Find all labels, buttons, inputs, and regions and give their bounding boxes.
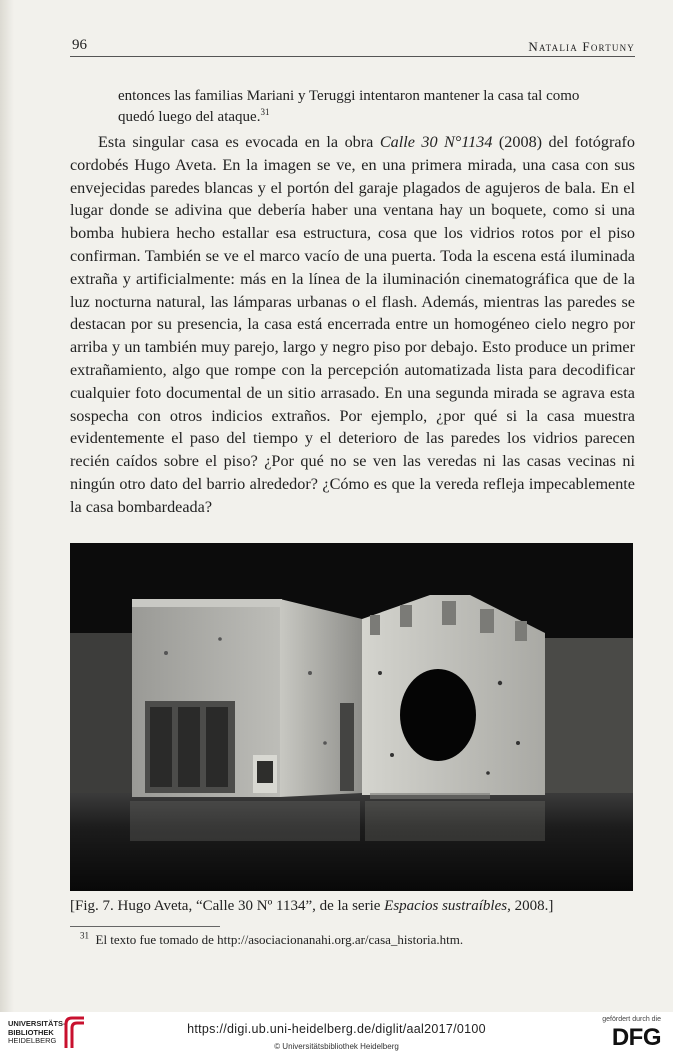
figure-caption [70,898,553,915]
page-url-link[interactable]: https://digi.ub.uni-heidelberg.de/diglit/aal2017/0100 [187,1022,486,1036]
library-line-2: BIBLIOTHEK [8,1027,54,1037]
footnote-ref[interactable]: 31 [260,107,270,117]
footnote [80,932,463,948]
body-text [70,131,635,519]
paragraph [70,131,635,519]
funded-by-label: gefördert durch die [602,1016,661,1023]
dfg-logo: DFG [611,1024,661,1051]
running-head: Natalia Fortuny [528,39,635,54]
caption-series: Espacios sustraíbles [384,898,508,914]
block-quote [118,86,613,128]
quote-text: entonces las familias Mariani y Teruggi intentaron mantener la casa tal como quedó luego del ataque. [118,88,580,125]
caption-start: [Fig. 7. Hugo Aveta, “Calle 30 Nº 1134”, de la serie [70,898,385,914]
work-title: Calle 30 N°1134 [379,133,493,151]
library-line-1: UNIVERSITÄTS- [8,1019,66,1028]
paragraph-start: Esta singular casa es evocada en la obra [98,133,380,151]
library-line-3: HEIDELBERG [8,1036,57,1045]
house-photograph [70,543,633,891]
caption-end: , 2008.] [507,898,554,914]
figure-photo [70,543,633,891]
footnote-rule [70,926,220,927]
paragraph-rest: (2008) del fotógrafo cordobés Hugo Aveta. En la imagen se ve, en una primera mirada, una casa con sus envejecidas paredes blancas y el portón del garaje plagados de agujeros de bala. En el lugar donde se adivina que debería haber una ventana hay un boquete, como si una bomba hubiera hecho estallar esa estructura, cosa que los vidrios rotos por el piso confirman. También se ve el marco vacío de una puerta. Toda la escena está iluminada extraña y artificialmente: más en la línea de la iluminación cinematográfica que de la luz nocturna natural, las lámparas urbanas o el flash. Además, mientras las paredes se destacan por su presencia, la casa está encerrada entre un homogéneo cielo negro por arriba y un también muy parejo, largo y negro piso por debajo. Esto produce un primer extrañamiento, algo que rompe con la percepción automatizada lista para decodificar cualquier foto documental de un sitio arrasado. En una segunda mirada se agrava esta sospecha con otros indicios extraños. Por ejemplo, ¿por qué si la casa muestra evidentemente el paso del tiempo y el deterioro de las paredes los vidrios parecen recién caídos sobre el piso? ¿Por qué no se ven las veredas ni las casas vecinas ni ningún otro dato del barrio alrededor? ¿Cómo es que la vereda refleja impecablemente la casa bombardeada? [70,133,636,516]
page-number: 96 [72,37,87,53]
footnote-text: El texto fue tomado de http://asociacionanahi.org.ar/casa_historia.htm. [95,932,464,947]
page-header [70,34,635,57]
footnote-number: 31 [80,930,89,941]
copyright-notice: © Universitätsbibliothek Heidelberg [274,1042,399,1051]
